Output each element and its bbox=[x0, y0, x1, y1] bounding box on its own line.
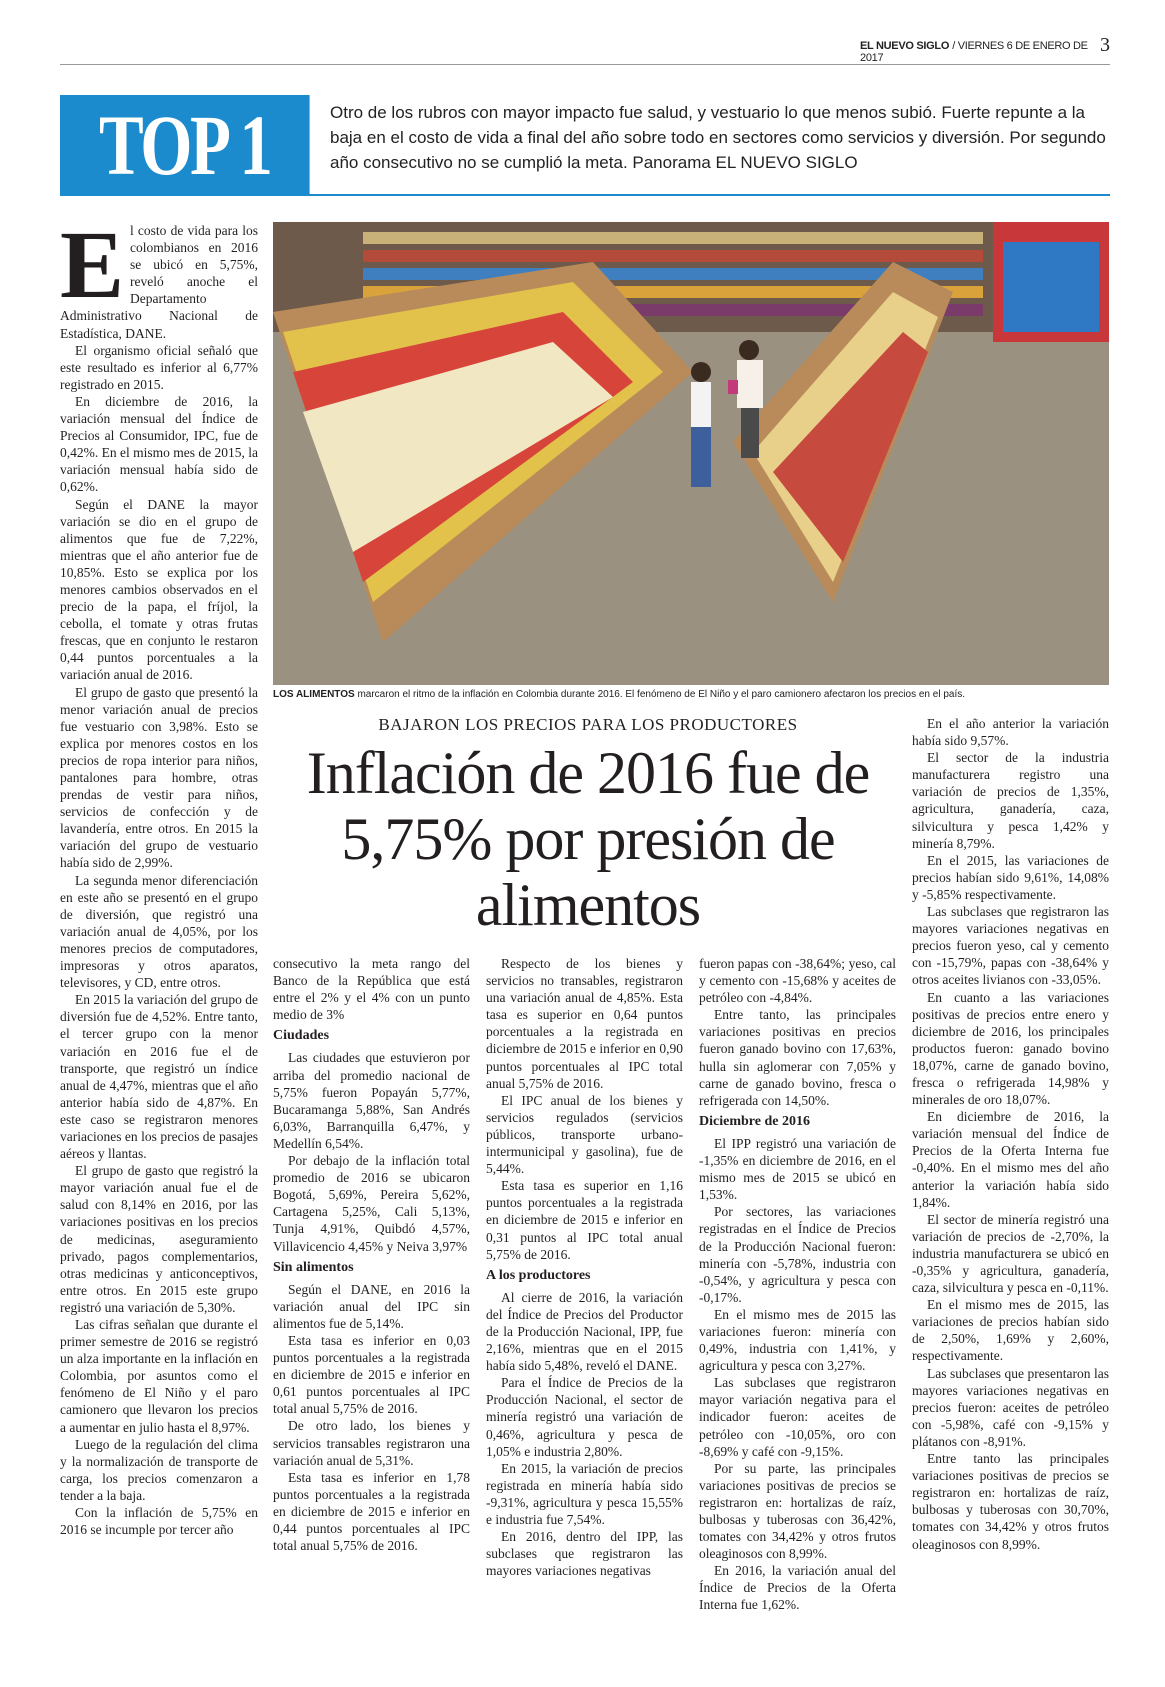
paragraph: El sector de la industria manufacturera registro una variación de precios de 1,35%, agricultura, ganadería, caza, silvicultura y pesca 1,42% y minería 8,79%. bbox=[912, 750, 1109, 851]
drop-cap: E bbox=[60, 211, 125, 318]
header-rule bbox=[60, 64, 1110, 65]
paragraph: Para el Índice de Precios de la Producción Nacional, el sector de minería registró una variación de 0,46%, agricultura y pesca de 1,05% e industria 2,80%. bbox=[486, 1375, 683, 1459]
paragraph: En el 2015, las variaciones de precios habían sido 9,61%, 14,08% y -5,85% respectivamente. bbox=[912, 852, 1109, 902]
supermarket-photo bbox=[273, 222, 1109, 685]
paragraph: Según el DANE, en 2016 la variación anual del IPC sin alimentos fue de 5,14%. bbox=[273, 1281, 470, 1331]
article-column-3 bbox=[486, 955, 683, 1579]
subhead-ciudades: Ciudades bbox=[273, 1028, 330, 1044]
paragraph: Esta tasa es inferior en 1,78 puntos porcentuales a la registrada en diciembre de 2015 e inferior en 0,44 puntos porcentuales al IPC total anual 5,75% de 2016. bbox=[273, 1469, 470, 1554]
deck-rule bbox=[60, 194, 1110, 196]
paragraph: El IPC anual de los bienes y servicios regulados (servicios públicos, transporte urbano-intermunicipal y gasolina), fue de 5,44%. bbox=[486, 1092, 683, 1177]
paragraph: Las subclases que presentaron las mayores variaciones negativas en precios fueron: aceites de petróleo con -5,98%, café con -9,15% y plátanos con -8,91%. bbox=[912, 1365, 1109, 1449]
caption-lead: LOS ALIMENTOS bbox=[273, 689, 355, 700]
paragraph: El grupo de gasto que presentó la menor variación anual de precios fue vestuario con 3,98%. Esto se explica por menores costos en los precios de ropa interior para niños, pantalones para hombre, otras prendas de vestir para niños, servicios de confección y de lavandería, entre otros. En 2015 la variación del grupo de vestuario había sido de 2,99%. bbox=[60, 684, 258, 871]
caption-text: marcaron el ritmo de la inflación en Colombia durante 2016. El fenómeno de El Niño y el paro camionero afectaron los precios en el país. bbox=[354, 689, 966, 700]
subhead-sin-alimentos: Sin alimentos bbox=[273, 1259, 354, 1275]
paragraph: Entre tanto las principales variaciones positivas de precios se registraron en: hortalizas de raíz, bulbosas y tuberosas con 30,70%, tomates con 34,42% y otros frutos oleaginosos con 8,99%. bbox=[912, 1451, 1109, 1552]
paragraph: Las cifras señalan que durante el primer semestre de 2016 se registró un alza importante en la inflación en Colombia, por asuntos como el fenómeno de El Niño y el paro camionero que llevaron los precios a aumentar en julio hasta el 8,97%. bbox=[60, 1317, 258, 1435]
newspaper-name: EL NUEVO SIGLO bbox=[860, 40, 950, 52]
paragraph: En el mismo mes de 2015 las variaciones fueron: minería con 0,49%, industria con 1,41%, y agricultura y pesca con 3,27%. bbox=[699, 1306, 896, 1374]
paragraph: fueron papas con -38,64%; yeso, cal y cemento con -15,68% y aceites de petróleo con -4,84%. bbox=[699, 956, 896, 1006]
paragraph: El organismo oficial señaló que este resultado es inferior al 6,77% registrado en 2015. bbox=[60, 342, 258, 392]
subhead-productores: A los productores bbox=[486, 1267, 591, 1283]
deck-summary: Otro de los rubros con mayor impacto fue salud, y vestuario lo que menos subió. Fuerte repunte a la baja en el costo de vida a final del año sobre todo en sectores como servicios y diversión. Por segundo año consecutivo no se cumplió la meta. Panorama EL NUEVO SIGLO bbox=[330, 103, 1106, 172]
article-column-2 bbox=[273, 955, 470, 1554]
paragraph: En 2015 la variación del grupo de diversión fue de 4,52%. Entre tanto, el tercer grupo con la menor variación en 2016 fue el de transporte, que registró un índice anual de 4,47%, mientras que el año anterior había sido de 4,87%. En este caso se registraron menores variaciones en los precios de pasajes aéreos y llantas. bbox=[60, 992, 258, 1162]
issue-date: / VIERNES 6 DE ENERO DE 2017 bbox=[860, 40, 1088, 64]
paragraph: En diciembre de 2016, la variación mensual del Índice de Precios al Consumidor, IPC, fue de 0,42%. En el mismo mes de 2015, la variación mensual había sido de 0,62%. bbox=[60, 393, 258, 495]
paragraph: En el año anterior la variación había sido 9,57%. bbox=[912, 716, 1109, 749]
paragraph: Según el DANE la mayor variación se dio en el grupo de alimentos que fue de 7,22%, mientras que el año anterior fue de 10,85%. Esto se explica por los menores cambios observados en el precio de la papa, el fríjol, la cebolla, el tomate y otras frutas frescas, que en conjunto le restaron 0,44 puntos porcentuales a la variación anual de 2016. bbox=[60, 496, 258, 683]
paragraph: En diciembre de 2016, la variación mensual del Índice de Precios de la Oferta Interna fue -0,40%. En el mismo mes del año anterior la variación había sido 1,84%. bbox=[912, 1109, 1109, 1210]
photo-caption bbox=[273, 689, 1113, 700]
paragraph: En cuanto a las variaciones positivas de precios entre enero y diciembre de 2016, los principales productos fueron: ganado bovino 18,07%, carne de ganado bovino, fresca o refrigerada 14,98% y minerales de oro 18,07%. bbox=[912, 989, 1109, 1108]
paragraph: El sector de minería registró una variación de precios de -2,70%, la industria manufacturera se ubicó en -0,35% y agricultura, ganadería, caza, silvicultura y pesca en -0,11%. bbox=[912, 1211, 1109, 1296]
page-header bbox=[860, 34, 1110, 64]
paragraph: Por sectores, las variaciones registradas en el Índice de Precios de la Producción Nacional fueron: minería con -5,78%, industria con -0,54%, y agricultura y pesca con -0,17%. bbox=[699, 1204, 896, 1305]
paragraph: En 2015, la variación de precios registrada en minería había sido -9,31%, agricultura y pesca 15,55% e industria fue 7,54%. bbox=[486, 1460, 683, 1527]
paragraph: En el mismo mes de 2015, las variaciones de precios habían sido de 2,50%, 1,69% y 2,60%, respectivamente. bbox=[912, 1297, 1109, 1364]
paragraph: Con la inflación de 5,75% en 2016 se incumple por tercer año bbox=[60, 1505, 258, 1538]
paragraph: Esta tasa es inferior en 0,03 puntos porcentuales a la registrada en diciembre de 2015 e inferior en 0,61 puntos porcentuales al IPC total anual 5,75% de 2016. bbox=[273, 1332, 470, 1417]
paragraph: Luego de la regulación del clima y la normalización de transporte de carga, los precios comenzaron a tender a la baja. bbox=[60, 1436, 258, 1503]
paragraph: consecutivo la meta rango del Banco de la República que está entre el 2% y el 4% con un punto medio de 3% bbox=[273, 956, 470, 1023]
page-number: 3 bbox=[1100, 34, 1110, 56]
paragraph: Esta tasa es superior en 1,16 puntos porcentuales a la registrada en diciembre de 2015 e inferior en 0,31 puntos al IPC total anual 5,75% de 2016. bbox=[486, 1178, 683, 1262]
section-label: TOP 1 bbox=[60, 95, 310, 195]
article-column-5 bbox=[912, 715, 1109, 1553]
subhead-diciembre: Diciembre de 2016 bbox=[699, 1113, 810, 1129]
headline-kicker: BAJARON LOS PRECIOS PARA LOS PRODUCTORES bbox=[378, 715, 798, 734]
paragraph: Por debajo de la inflación total promedio de 2016 se ubicaron Bogotá, 5,69%, Pereira 5,62%, Cartagena 5,25%, Cali 5,13%, Tunja 4,91%, Quibdó 4,57%, Villavicencio 4,45% y Neiva 3,97% bbox=[273, 1153, 470, 1254]
paragraph: La segunda menor diferenciación en este año se presentó en el grupo de diversión, que registró una variación anual de 4,05%, por los menores precios de computadores, impresoras y otros aparatos, televisores, y CD, entre otros. bbox=[60, 872, 258, 991]
paragraph: Por su parte, las principales variaciones positivas de precios se registraron en: hortalizas de raíz, bulbosas y tuberosas con 36,42%, tomates con 34,42% y otros frutos oleaginosos con 8,99%. bbox=[699, 1460, 896, 1562]
paragraph: Entre tanto, las principales variaciones positivas en precios fueron ganado bovino con 17,63%, hulla sin aglomerar con 7,05% y carne de ganado bovino, fresca o refrigerada con 14,50%. bbox=[699, 1007, 896, 1108]
headline: Inflación de 2016 fue de 5,75% por presión de alimentos bbox=[306, 740, 870, 938]
paragraph: El costo de vida para los colombianos en 2016 se ubicó en 5,75%, reveló anoche el Departamento Administrativo Nacional de Estadística, DANE. bbox=[60, 211, 258, 341]
paragraph: De otro lado, los bienes y servicios transables registraron una variación anual de 5,31%. bbox=[273, 1418, 470, 1468]
paragraph: Las subclases que registraron mayor variación negativa para el indicador fueron: aceites de petróleo con -10,05%, oro con -8,69% y café con -9,15%. bbox=[699, 1375, 896, 1459]
paragraph: Las ciudades que estuvieron por arriba del promedio nacional de 5,75% fueron Popayán 5,77%, Bucaramanga 5,88%, San Andrés 6,03%, Barranquilla 6,47%, y Medellín 6,54%. bbox=[273, 1050, 470, 1151]
paragraph: En 2016, la variación anual del Índice de Precios de la Oferta Interna fue 1,62%. bbox=[699, 1563, 896, 1613]
paragraph: En 2016, dentro del IPP, las subclases que registraron las mayores variaciones negativas bbox=[486, 1529, 683, 1579]
paragraph: El grupo de gasto que registró la mayor variación anual fue el de salud con 8,14% en 2016, por las variaciones positivas en los precios de medicinas, aseguramiento privado, pagos complementarios, otras medicinas y anticonceptivos, entre otros. En 2015 este grupo registró una variación de 5,30%. bbox=[60, 1163, 258, 1315]
paragraph: Las subclases que registraron las mayores variaciones negativas en precios fueron yeso, cal y cemento con -15,79%, papas con -38,64% y otros aceites livianos con -33,05%. bbox=[912, 904, 1109, 988]
paragraph: El IPP registró una variación de -1,35% en diciembre de 2016, en el mismo mes de 2015 se ubicó en 1,53%. bbox=[699, 1135, 896, 1203]
paragraph: Respecto de los bienes y servicios no transables, registraron una variación anual de 4,85%. Esta tasa es superior en 0,64 puntos porcentuales a la registrada en diciembre de 2015 e inferior en 0,90 puntos porcentuales al IPC total anual 5,75% de 2016. bbox=[486, 956, 683, 1091]
article-column-4 bbox=[699, 955, 896, 1614]
paragraph: Al cierre de 2016, la variación del Índice de Precios del Productor de la Producción Nacional, IPP, fue 2,16%, mientras que en el 2015 había sido 5,48%, reveló el DANE. bbox=[486, 1289, 683, 1374]
article-column-1 bbox=[60, 211, 258, 1538]
